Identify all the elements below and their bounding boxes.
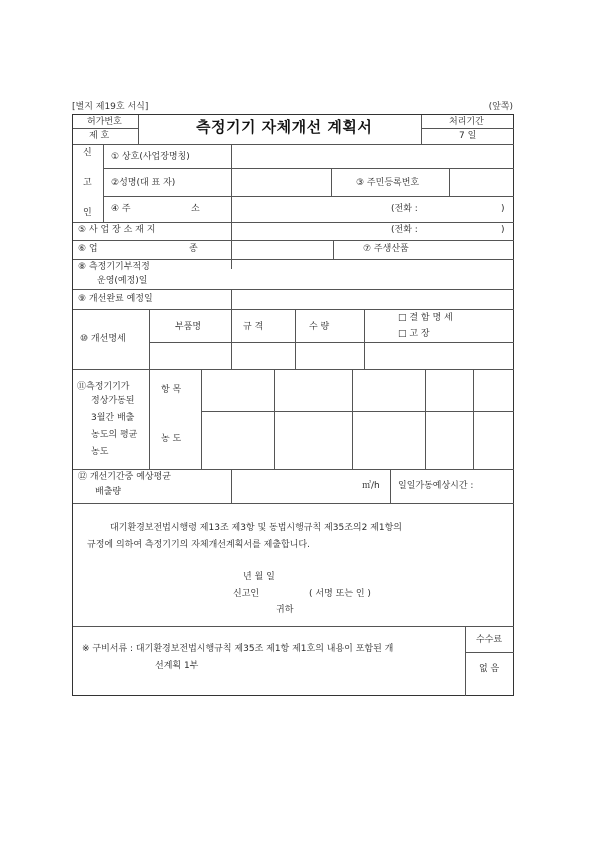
- line: [201, 411, 514, 412]
- representative-name-field[interactable]: [232, 169, 330, 195]
- line: [73, 309, 514, 310]
- line: [201, 369, 202, 469]
- line: [390, 469, 391, 503]
- business-site-label: ⑤ 사 업 장 소 재 지: [78, 225, 156, 235]
- resident-number-field[interactable]: [450, 169, 513, 195]
- daily-operation-hours-label: 일일가동예상시간 :: [398, 481, 474, 491]
- site-phone-label: (전화 :: [391, 225, 418, 235]
- line: [138, 115, 139, 144]
- applicant-side-char: 고: [83, 178, 92, 188]
- line: [473, 369, 474, 469]
- line: [149, 369, 150, 469]
- page-side-label: (앞쪽): [488, 102, 513, 112]
- avg-concentration-label: 3월간 배출: [91, 413, 135, 423]
- fault-date-label: ⑧ 측정기기부적정: [78, 262, 150, 272]
- address-label: ④ 주: [111, 204, 131, 214]
- avg-concentration-label: ⑪측정기기가: [77, 382, 130, 392]
- col-defect: □ 결 함 명 세: [398, 313, 453, 323]
- fee-label: 수수료: [476, 635, 503, 645]
- emission-unit: ㎥/h: [362, 481, 380, 491]
- line: [333, 240, 334, 259]
- line: [425, 369, 426, 469]
- line: [149, 309, 150, 369]
- col-spec: 규 격: [243, 322, 264, 332]
- item-label: 항 목: [161, 385, 182, 395]
- required-documents-line-2: 선계획 1부: [155, 661, 199, 671]
- line: [149, 342, 514, 343]
- permit-seq-label: 제 호: [89, 131, 110, 141]
- expected-emission-label: ⑫ 개선기간중 예상평균: [78, 472, 171, 482]
- statement-line-1: 대기환경보전법시행령 제13조 제3항 및 동법시행규칙 제35조의2 제1항의: [110, 523, 402, 533]
- permit-number-label: 허가번호: [87, 117, 122, 127]
- resident-number-label: ③ 주민등록번호: [356, 178, 420, 188]
- processing-period-label: 처리기간: [449, 117, 484, 127]
- applicant-side-char: 인: [83, 208, 92, 218]
- site-phone-close: ): [501, 225, 505, 235]
- line: [364, 309, 365, 369]
- line: [295, 309, 296, 369]
- line: [274, 369, 275, 469]
- concentration-label: 농 도: [161, 434, 182, 444]
- avg-concentration-label: 정상가동된: [91, 396, 135, 406]
- avg-concentration-label: 농도: [91, 447, 109, 457]
- col-failure: □ 고 장: [398, 329, 430, 339]
- business-name-label: ① 상호(사업장명칭): [111, 152, 190, 162]
- address-phone-close: ): [501, 204, 505, 214]
- line: [73, 503, 514, 504]
- line: [465, 652, 514, 653]
- expected-emission-field[interactable]: [232, 470, 357, 502]
- line: [331, 168, 332, 196]
- line: [73, 369, 514, 370]
- address-field[interactable]: [232, 197, 513, 221]
- form-number: [별지 제19호 서식]: [72, 102, 149, 112]
- business-name-field[interactable]: [232, 145, 513, 167]
- submission-date: 년 월 일: [243, 572, 275, 582]
- line: [465, 626, 466, 696]
- address-phone-label: (전화 :: [391, 204, 418, 214]
- avg-concentration-label: 농도의 평균: [91, 430, 138, 440]
- completion-date-field[interactable]: [232, 290, 513, 308]
- statement-line-2: 규정에 의하여 측정기기의 자체개선계획서를 제출합니다.: [87, 540, 310, 550]
- main-product-label: ⑦ 주생산품: [363, 244, 409, 254]
- improvement-details-label: ⑩ 개선명세: [80, 334, 126, 344]
- address-label-tail: 소: [191, 204, 200, 214]
- required-documents-line-1: ※ 구비서류 : 대기환경보전법시행규칙 제35조 제1항 제1호의 내용이 포함된 개: [82, 644, 394, 654]
- representative-name-label: ②성명(대 표 자): [111, 178, 176, 188]
- applicant-side-char: 신: [83, 148, 92, 158]
- line: [73, 626, 514, 627]
- business-site-field[interactable]: [232, 223, 513, 239]
- line: [421, 115, 422, 144]
- completion-date-label: ⑨ 개선완료 예정일: [78, 294, 153, 304]
- fault-date-label-2: 운영(예정)일: [97, 276, 148, 286]
- filer-label: 신고인: [233, 589, 260, 599]
- processing-period-value: 7 일: [459, 131, 477, 141]
- recipient-suffix: 귀하: [276, 605, 294, 615]
- industry-label: ⑥ 업: [78, 244, 98, 254]
- expected-emission-label-2: 배출량: [95, 487, 122, 497]
- industry-field[interactable]: [232, 241, 332, 258]
- line: [231, 309, 232, 369]
- line: [421, 128, 514, 129]
- fault-date-field[interactable]: [232, 260, 513, 288]
- form-frame: [72, 114, 514, 696]
- line: [352, 369, 353, 469]
- page-title: 측정기기 자체개선 계획서: [196, 118, 373, 136]
- fee-value: 없 음: [479, 664, 500, 674]
- line: [73, 128, 138, 129]
- col-quantity: 수 량: [309, 322, 330, 332]
- col-part-name: 부품명: [175, 322, 202, 332]
- industry-label-tail: 종: [189, 244, 198, 254]
- signature-label: ( 서명 또는 인 ): [309, 589, 371, 599]
- line: [103, 144, 104, 222]
